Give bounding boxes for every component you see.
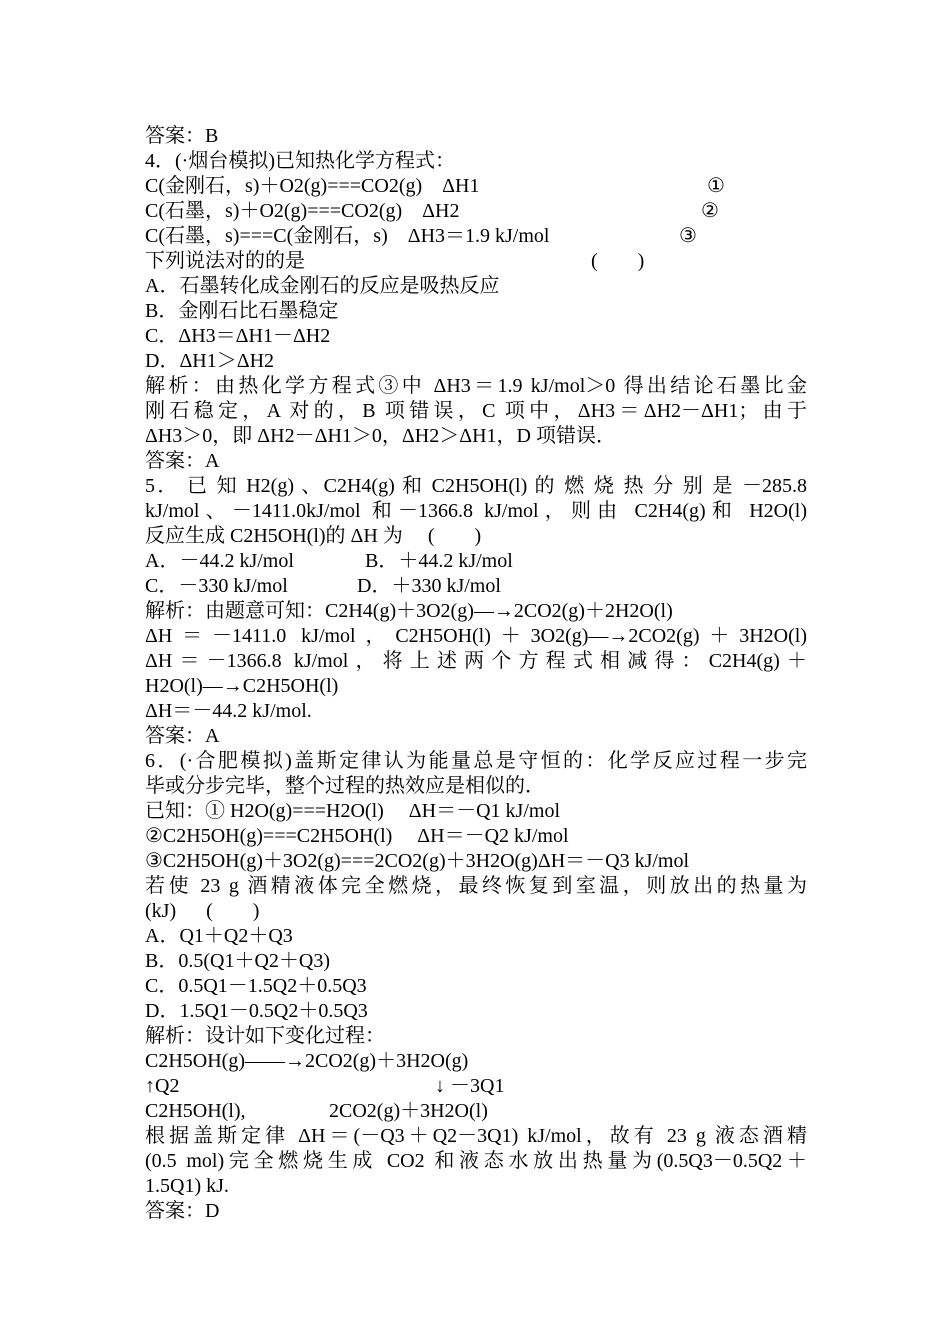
question-4-stem bbox=[145, 149, 807, 174]
text-line: A．Q1＋Q2＋Q3 bbox=[145, 925, 293, 947]
question-6-prompt: 若使 23 g 酒精液体完全燃烧，最终恢复到室温，则放出的热量为 bbox=[145, 875, 807, 897]
text-line: 答案：A bbox=[145, 725, 220, 747]
option-a bbox=[145, 924, 807, 949]
question-5-stem: kJ/mol、－1411.0kJ/mol 和－1366.8 kJ/mol，则由 C2H4(g)和 H2O(l) bbox=[145, 500, 807, 522]
option-d: D．＋330 kJ/mol bbox=[357, 575, 501, 597]
text-line: B．金刚石比石墨稳定 bbox=[145, 300, 339, 322]
up-arrow-label: ↑Q2 bbox=[145, 1075, 180, 1097]
process-diagram-arrows bbox=[145, 1074, 807, 1099]
text-line: 已知：① H2O(g)===H2O(l) ΔH＝－Q1 kJ/mol bbox=[145, 800, 561, 822]
equation-number: ① bbox=[707, 175, 725, 197]
text-line: 毕或分步完毕，整个过程的热效应是相似的． bbox=[145, 775, 545, 797]
text-line: 答案：A bbox=[145, 450, 220, 472]
text-line: 1.5Q1) kJ. bbox=[145, 1175, 229, 1197]
equation-text: C(石墨，s)===C(金刚石，s) ΔH3＝1.9 kJ/mol bbox=[145, 225, 550, 247]
text-line: C2H5OH(l), bbox=[145, 1100, 246, 1122]
analysis-line: (0.5 mol)完全燃烧生成 CO2 和液态水放出热量为(0.5Q3－0.5Q2＋ bbox=[145, 1150, 807, 1172]
option-c: C．－330 kJ/mol bbox=[145, 575, 288, 597]
text-line: ΔH3＞0，即 ΔH2－ΔH1＞0，ΔH2＞ΔH1，D 项错误． bbox=[145, 425, 616, 447]
analysis-line: 根据盖斯定律 ΔH＝(－Q3＋Q2－3Q1) kJ/mol，故有 23 g 液态酒精 bbox=[145, 1125, 807, 1147]
text-line: 4．(·烟台模拟)已知热化学方程式： bbox=[145, 150, 455, 172]
question-4-prompt bbox=[145, 249, 807, 274]
text-line: 答案：B bbox=[145, 125, 219, 147]
option-a: A．－44.2 kJ/mol bbox=[145, 550, 294, 572]
text-line: C．ΔH3＝ΔH1－ΔH2 bbox=[145, 325, 331, 347]
analysis-line bbox=[145, 1024, 807, 1049]
text-line: ΔH＝－44.2 kJ/mol. bbox=[145, 700, 312, 722]
analysis-line bbox=[145, 699, 807, 724]
equation-3 bbox=[145, 224, 807, 249]
option-c bbox=[145, 324, 807, 349]
option-d bbox=[145, 999, 807, 1024]
equation-number: ③ bbox=[679, 225, 697, 247]
option-d bbox=[145, 349, 807, 374]
answer-line bbox=[145, 724, 807, 749]
text-line: 下列说法对的的是 bbox=[145, 250, 305, 272]
equation-text: C(石墨，s)＋O2(g)===CO2(g) ΔH2 bbox=[145, 200, 460, 222]
text-line: D．1.5Q1－0.5Q2＋0.5Q3 bbox=[145, 1000, 368, 1022]
process-diagram-bottom bbox=[145, 1099, 807, 1124]
answer-line bbox=[145, 449, 807, 474]
analysis-line: ΔH＝－1366.8 kJ/mol，将上述两个方程式相减得：C2H4(g)＋ bbox=[145, 650, 807, 672]
text-line: (kJ) ( ) bbox=[145, 900, 260, 922]
option-a bbox=[145, 274, 807, 299]
answer-line bbox=[145, 1199, 807, 1224]
option-b: B．＋44.2 kJ/mol bbox=[365, 550, 513, 572]
analysis-line: 解析：由热化学方程式③中 ΔH3＝1.9 kJ/mol＞0 得出结论石墨比金 bbox=[145, 375, 807, 397]
question-6-stem: 6．(·合肥模拟)盖斯定律认为能量总是守恒的：化学反应过程一步完 bbox=[145, 750, 807, 772]
text-line: A．石墨转化成金刚石的反应是吸热反应 bbox=[145, 275, 500, 297]
question-6-stem bbox=[145, 774, 807, 799]
question-5-stem bbox=[145, 524, 807, 549]
text-line: ③C2H5OH(g)＋3O2(g)===2CO2(g)＋3H2O(g)ΔH＝－Q3 kJ/mol bbox=[145, 850, 690, 872]
given-equation-3 bbox=[145, 849, 807, 874]
document-page bbox=[145, 124, 807, 1224]
option-b bbox=[145, 299, 807, 324]
analysis-line: ΔH＝－1411.0 kJ/mol，C2H5OH(l)＋3O2(g)―→2CO2(g)＋3H2O(l) bbox=[145, 625, 807, 647]
analysis-line bbox=[145, 1174, 807, 1199]
equation-number: ② bbox=[701, 200, 719, 222]
text-line: C．0.5Q1－1.5Q2＋0.5Q3 bbox=[145, 975, 367, 997]
text-line: 解析：由题意可知：C2H4(g)＋3O2(g)―→2CO2(g)＋2H2O(l) bbox=[145, 600, 673, 622]
process-diagram-top bbox=[145, 1049, 807, 1074]
analysis-line bbox=[145, 424, 807, 449]
answer-blank: ( ) bbox=[591, 250, 645, 272]
options-ab bbox=[145, 549, 807, 574]
down-arrow-label: ↓ －3Q1 bbox=[435, 1075, 505, 1097]
answer-line bbox=[145, 124, 807, 149]
text-line: H2O(l)―→C2H5OH(l) bbox=[145, 675, 339, 697]
option-c bbox=[145, 974, 807, 999]
given-equation-2 bbox=[145, 824, 807, 849]
text-line: 答案：D bbox=[145, 1200, 220, 1222]
option-b bbox=[145, 949, 807, 974]
equation-2 bbox=[145, 199, 807, 224]
equation-text: C(金刚石，s)＋O2(g)===CO2(g) ΔH1 bbox=[145, 175, 480, 197]
text-line: C2H5OH(g)――→2CO2(g)＋3H2O(g) bbox=[145, 1050, 469, 1072]
options-cd bbox=[145, 574, 807, 599]
question-5-stem: 5． 已 知 H2(g) 、C2H4(g) 和 C2H5OH(l) 的 燃 烧 热 分 别 是 －285.8 bbox=[145, 475, 807, 497]
text-line: D．ΔH1＞ΔH2 bbox=[145, 350, 275, 372]
text-line: ②C2H5OH(g)===C2H5OH(l) ΔH＝－Q2 kJ/mol bbox=[145, 825, 569, 847]
text-line: B．0.5(Q1＋Q2＋Q3) bbox=[145, 950, 330, 972]
question-6-prompt bbox=[145, 899, 807, 924]
text-line: 2CO2(g)＋3H2O(l) bbox=[329, 1100, 488, 1122]
text-line: 反应生成 C2H5OH(l)的 ΔH 为 ( ) bbox=[145, 525, 482, 547]
given-equation-1 bbox=[145, 799, 807, 824]
analysis-line bbox=[145, 674, 807, 699]
analysis-line bbox=[145, 599, 807, 624]
text-line: 解析：设计如下变化过程： bbox=[145, 1025, 385, 1047]
analysis-line: 刚石稳定，A 对的，B 项错误，C 项中，ΔH3＝ΔH2－ΔH1；由于 bbox=[145, 400, 807, 422]
equation-1 bbox=[145, 174, 807, 199]
